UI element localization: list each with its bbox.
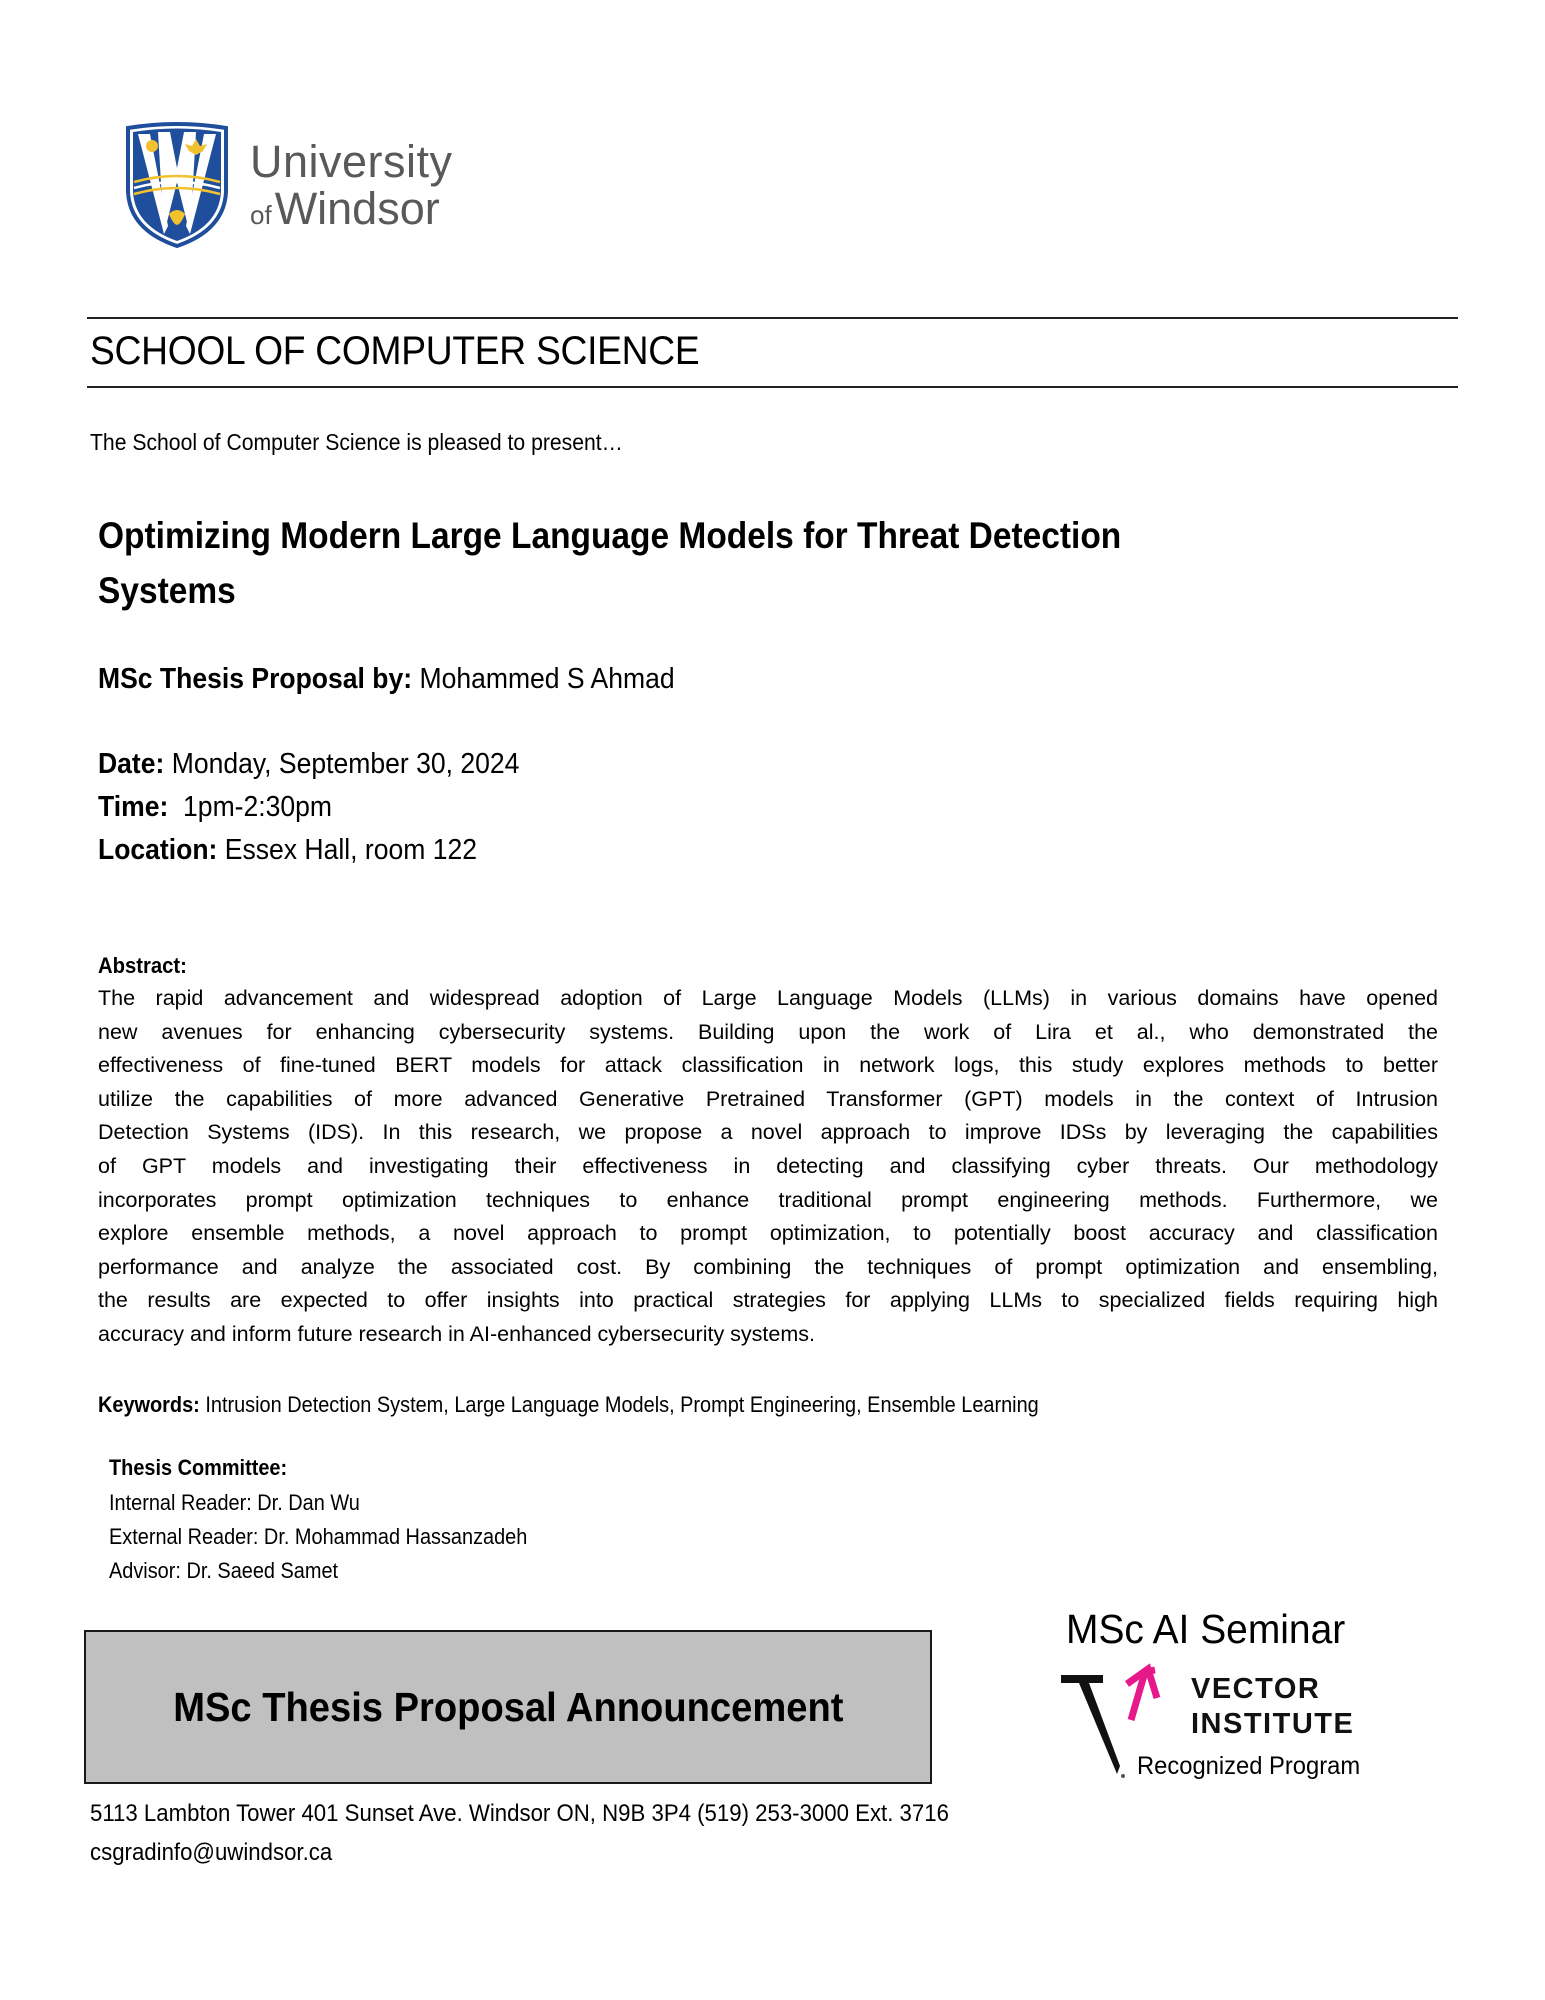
abstract-line: explore ensemble methods, a novel approach to prompt optimization, to potentially boost accuracy and classification xyxy=(98,1221,1438,1246)
abstract-line: utilize the capabilities of more advanced Generative Pretrained Transformer (GPT) models in the context of Intrusion xyxy=(98,1086,1438,1111)
time-value: 1pm-2:30pm xyxy=(183,791,333,823)
university-shield-logo xyxy=(124,122,230,248)
time-row xyxy=(98,791,332,824)
abstract-line: new avenues for enhancing cybersecurity systems. Building upon the work of Lira et al., who demonstrated the xyxy=(98,1019,1438,1044)
vector-institute-wordmark xyxy=(1191,1672,1354,1742)
abstract-line: the results are expected to offer insights into practical strategies for applying LLMs to specialized fields requiring high xyxy=(98,1288,1438,1313)
byline-label: MSc Thesis Proposal by: xyxy=(98,663,413,695)
presenter-name: Mohammed S Ahmad xyxy=(419,663,675,695)
footer-email[interactable]: csgradinfo@uwindsor.ca xyxy=(90,1839,333,1866)
abstract-line: The rapid advancement and widespread adoption of Large Language Models (LLMs) in various domains have opened xyxy=(98,986,1438,1010)
institute-word: INSTITUTE xyxy=(1191,1708,1355,1740)
abstract-line: Detection Systems (IDS). In this research, we propose a novel approach to improve IDSs by leveraging the capabilities xyxy=(98,1120,1438,1145)
recognized-program-label: Recognized Program xyxy=(1137,1752,1361,1780)
wordmark-windsor: Windsor xyxy=(274,183,440,234)
university-wordmark xyxy=(250,138,453,238)
abstract-line: incorporates prompt optimization techniques to enhance traditional prompt engineering methods. Furthermore, we xyxy=(98,1187,1438,1212)
keywords-label: Keywords: xyxy=(98,1392,200,1417)
intro-text: The School of Computer Science is pleased to present… xyxy=(90,429,623,455)
footer-address: 5113 Lambton Tower 401 Sunset Ave. Windsor ON, N9B 3P4 (519) 253-3000 Ext. 3716 xyxy=(90,1800,949,1827)
header-rule-top xyxy=(87,317,1458,319)
abstract-line: performance and analyze the associated cost. By combining the techniques of prompt optimization and ensembling, xyxy=(98,1254,1438,1279)
committee-member: Internal Reader: Dr. Dan Wu xyxy=(109,1490,360,1515)
location-label: Location: xyxy=(98,834,218,866)
announcement-label: MSc Thesis Proposal Announcement xyxy=(172,1683,844,1730)
announcement-banner xyxy=(84,1630,932,1784)
talk-title-line-2: Systems xyxy=(98,570,236,611)
vector-word: VECTOR xyxy=(1191,1673,1321,1705)
committee-member: External Reader: Dr. Mohammad Hassanzadeh xyxy=(109,1524,528,1549)
talk-title-line-1: Optimizing Modern Large Language Models for Threat Detection xyxy=(98,515,1122,556)
date-label: Date: xyxy=(98,748,165,780)
school-name: SCHOOL OF COMPUTER SCIENCE xyxy=(90,329,700,373)
header-rule-bottom xyxy=(87,386,1458,388)
date-row xyxy=(98,748,519,781)
time-label: Time: xyxy=(98,791,169,823)
keywords-value: Intrusion Detection System, Large Language Models, Prompt Engineering, Ensemble Learning xyxy=(205,1392,1039,1417)
wordmark-of: of xyxy=(250,200,272,230)
abstract-line: of GPT models and investigating their effectiveness in detecting and classifying cyber threats. Our methodology xyxy=(98,1153,1438,1178)
wordmark-university: University xyxy=(250,136,453,187)
location-row xyxy=(98,834,477,867)
abstract-line: accuracy and inform future research in AI-enhanced cybersecurity systems. xyxy=(98,1321,815,1346)
keywords-row xyxy=(98,1392,1039,1418)
abstract-heading: Abstract: xyxy=(98,953,187,978)
presenter-byline xyxy=(98,663,675,696)
location-value: Essex Hall, room 122 xyxy=(224,834,477,866)
date-value: Monday, September 30, 2024 xyxy=(171,748,520,780)
seminar-title: MSc AI Seminar xyxy=(1066,1606,1346,1652)
committee-heading: Thesis Committee: xyxy=(109,1455,288,1480)
abstract-body xyxy=(98,982,1438,1352)
committee-member: Advisor: Dr. Saeed Samet xyxy=(109,1558,339,1583)
abstract-line: effectiveness of fine-tuned BERT models for attack classification in network logs, this study explores methods to better xyxy=(98,1053,1438,1078)
